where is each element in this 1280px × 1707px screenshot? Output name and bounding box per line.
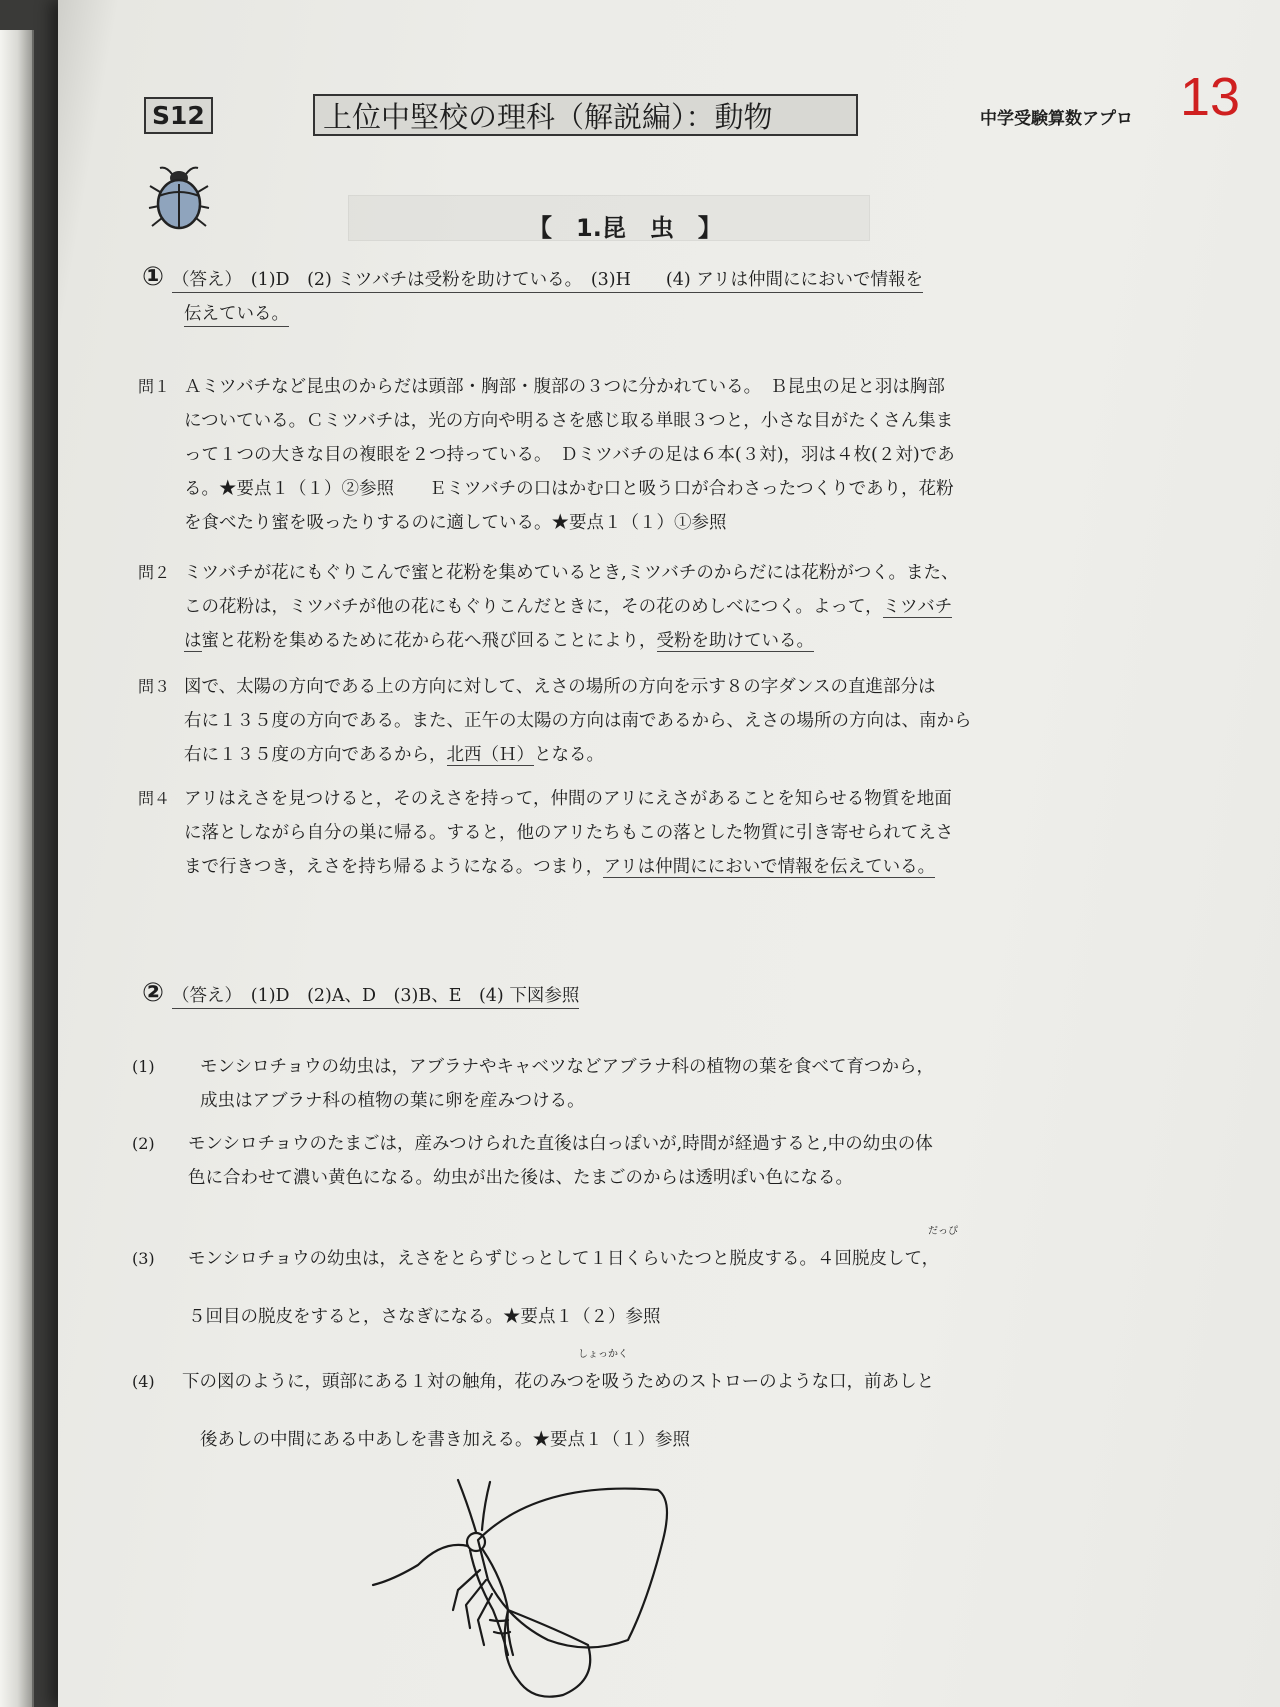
q1-item-4-underline: アリは仲間ににおいで情報を伝えている。 [603, 857, 936, 877]
binder-edge [0, 30, 34, 1707]
q1-item-3-line-1: 図で、太陽の方向である上の方向に対して、えさの場所の方向を示す８の字ダンスの直進部分は [184, 677, 936, 697]
q1-item-3-pre: 右に１３５度の方向であるから， [184, 745, 447, 765]
document-page [58, 0, 1280, 1707]
q1-item-3-line-2: 右に１３５度の方向である。また、正午の太陽の方向は南であるから、えさの場所の方向は、南から [184, 711, 972, 731]
page-number: 13 [1180, 67, 1241, 127]
q1-item-2-underline-3: 受粉を助けている。 [656, 631, 814, 651]
q2-item-2-label: (2) [132, 1134, 155, 1153]
q1-item-3-underline: 北西（Ｈ） [446, 745, 534, 765]
q1-item-2-underline-2: は [184, 631, 202, 651]
q2-item-4 [132, 1353, 1272, 1469]
q1-item-2-line-2: この花粉は，ミツバチが他の花にもぐりこんだときに，その花のめしべにつく。よって， [184, 597, 883, 617]
q1-answer-line2: 伝えている。 [184, 304, 289, 327]
q2-marker: ② [142, 978, 165, 1008]
q1-marker: ① [142, 262, 165, 292]
q1-item-3 [138, 670, 1278, 772]
section-heading: 【 1.昆 虫 】 [528, 214, 722, 242]
q2-item-1 [132, 1050, 1272, 1118]
q2-item-4-ruby: しょっかく [578, 1349, 628, 1360]
q1-item-2-label: 問２ [138, 563, 171, 582]
q1-item-2-underline-1: ミツバチ [882, 597, 953, 617]
beetle-icon [146, 162, 212, 232]
q2-item-3-ruby: だっぴ [928, 1226, 958, 1237]
q2-item-3-line-1: モンシロチョウの幼虫は，えさをとらずじっとして１日くらいたつと脱皮する。４回脱皮して， [188, 1249, 940, 1269]
q1-item-1-line-2: についている。Ｃミツバチは，光の方向や明るさを感じ取る単眼３つと，小さな目がたくさん集ま [184, 411, 954, 431]
q2-item-1-label: (1) [132, 1057, 155, 1076]
q1-item-1-line-1: Ａミツバチなど昆虫のからだは頭部・胸部・腹部の３つに分かれている。 Ｂ昆虫の足と羽は胸部 [184, 377, 945, 397]
q1-item-1-line-3: って１つの大きな目の複眼を２つ持っている。 Ｄミツバチの足は６本(３対)，羽は４枚(２対)であ [184, 445, 955, 465]
q2-answer-line: （答え） (1)D (2)A、D (3)B、E (4) 下図参照 [172, 986, 579, 1009]
q1-item-2-line-1: ミツバチが花にもぐりこんで蜜と花粉を集めているとき,ミツバチのからだには花粉がつく。また、 [184, 563, 959, 583]
q1-item-4-pre: まで行きつき，えさを持ち帰るようになる。つまり， [184, 857, 604, 877]
q2-answer [142, 976, 1267, 1013]
q1-item-4-label: 問４ [138, 789, 171, 808]
q2-item-4-label: (4) [132, 1372, 155, 1391]
q1-answer [142, 260, 1267, 331]
page-title: 上位中堅校の理科（解説編）：動物 [313, 94, 858, 136]
q2-item-2 [132, 1127, 1272, 1195]
q1-item-1 [138, 370, 1278, 540]
q2-item-1-line-2: 成虫はアブラナ科の植物の葉に卵を産みつける。 [200, 1091, 585, 1111]
q2-item-4-line-1: 下の図のように，頭部にある１対の触角，花のみつを吸うためのストローのような口，前あしと [182, 1372, 935, 1392]
q1-answer-line1: （答え） (1)D (2) ミツバチは受粉を助けている。 (3)H (4) アリは仲間ににおいで情報を [172, 270, 923, 293]
q2-item-3-line-2: ５回目の脱皮をすると，さなぎになる。★要点１（２）参照 [188, 1307, 661, 1327]
q2-item-1-line-1: モンシロチョウの幼虫は，アブラナやキャベツなどアブラナ科の植物の葉を食べて育つから， [200, 1057, 935, 1077]
q1-item-3-post: となる。 [534, 745, 604, 765]
q2-item-3 [132, 1230, 1272, 1346]
q1-item-4-line-2: に落としながら自分の巣に帰る。すると，他のアリたちもこの落とした物質に引き寄せられてえさ [184, 823, 954, 843]
q2-item-3-label: (3) [132, 1249, 155, 1268]
q1-item-2-mid: 蜜と花粉を集めるために花から花へ飛び回ることにより， [201, 631, 657, 651]
unit-code-box: S12 [144, 97, 213, 134]
site-name: 中学受験算数アプロ [980, 109, 1133, 129]
q1-item-1-line-5: を食べたり蜜を吸ったりするのに適している。★要点１（１）①参照 [184, 513, 727, 533]
q2-item-2-line-2: 色に合わせて濃い黄色になる。幼虫が出た後は、たまごのからは透明ぽい色になる。 [188, 1168, 853, 1188]
q2-item-4-line-2: 後あしの中間にある中あしを書き加える。★要点１（１）参照 [200, 1430, 690, 1450]
q2-item-2-line-1: モンシロチョウのたまごは，産みつけられた直後は白っぽいが,時間が経過すると,中の幼虫の体 [188, 1134, 933, 1154]
butterfly-illustration [358, 1470, 718, 1707]
q1-item-1-label: 問１ [138, 377, 171, 396]
q1-item-4 [138, 782, 1278, 884]
q1-item-1-line-4: る。★要点１（１）②参照 Ｅミツバチの口はかむ口と吸う口が合わさったつくりであり，花粉 [184, 479, 954, 499]
q1-item-2 [138, 556, 1278, 658]
q1-item-4-line-1: アリはえさを見つけると，そのえさを持って，仲間のアリにえさがあることを知らせる物質を地面 [184, 789, 952, 809]
q1-item-3-label: 問３ [138, 677, 171, 696]
